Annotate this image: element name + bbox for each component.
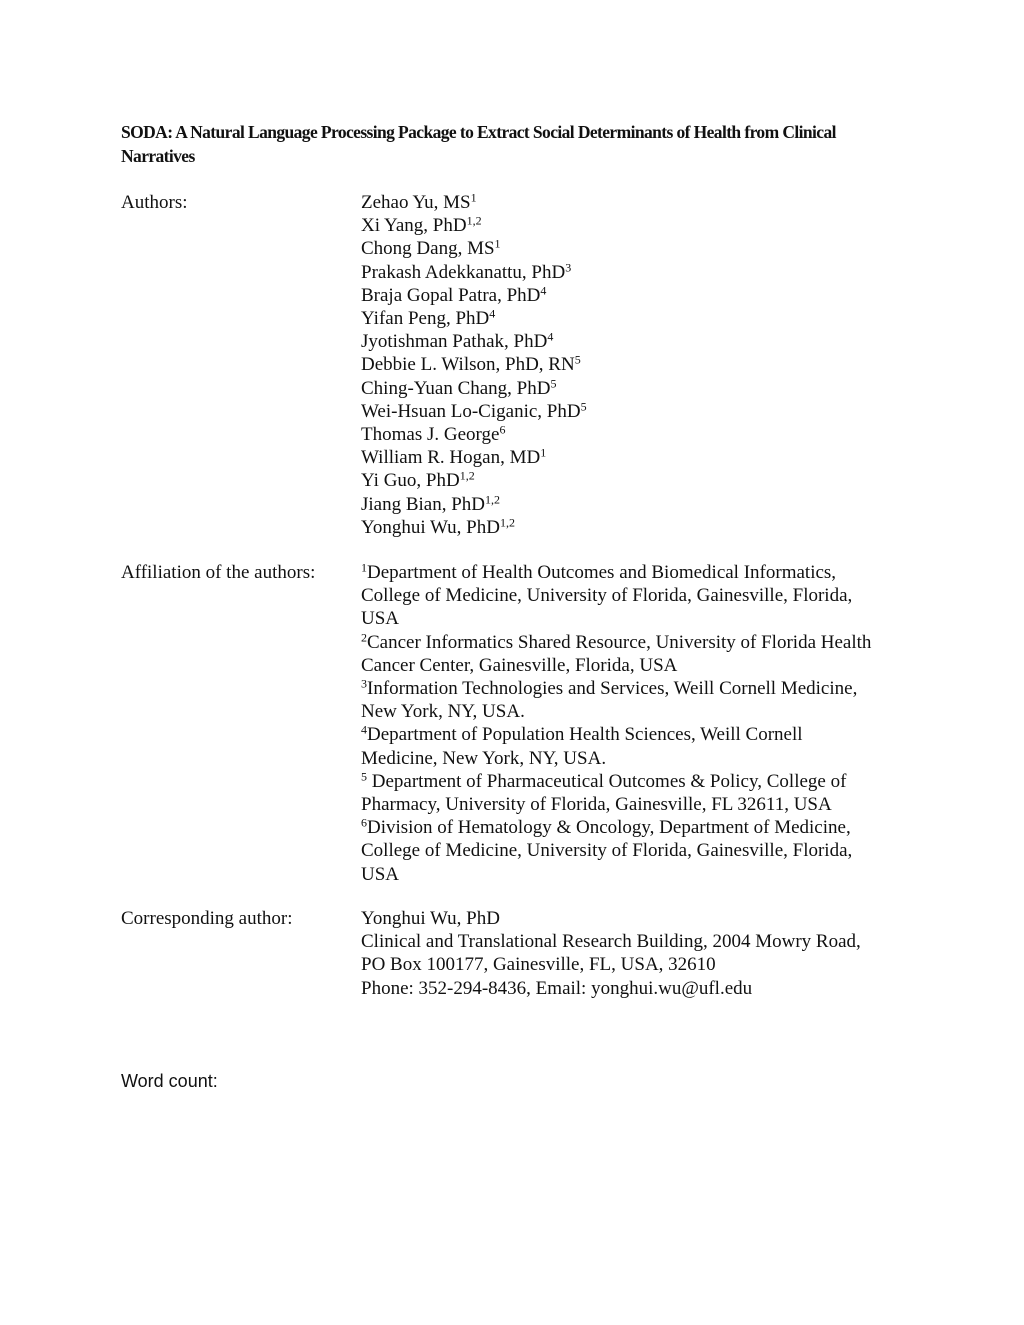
- affiliation-text: College of Medicine, University of Florida, Gainesville, Florida,: [361, 840, 853, 862]
- affiliation-text: Department of Pharmaceutical Outcomes & Policy, College of: [367, 770, 847, 792]
- author-name: Prakash Adekkanattu, PhD: [361, 261, 566, 283]
- affiliation-text: Department of Population Health Sciences, Weill Cornell: [367, 724, 803, 746]
- affiliation-line: [361, 793, 921, 816]
- affiliation-text: Cancer Center, Gainesville, Florida, USA: [361, 654, 678, 676]
- author-affiliation-sup: 4: [547, 329, 554, 344]
- author-entry: [361, 377, 921, 400]
- affiliation-line: [361, 816, 921, 839]
- author-affiliation-sup: 1: [470, 190, 477, 205]
- word-count-label: Word count:: [121, 1071, 218, 1091]
- paper-title: SODA: A Natural Language Processing Package to Extract Social Determinants of Health from Clinical Narratives: [121, 122, 836, 166]
- affiliation-line: [361, 677, 921, 700]
- author-entry: [361, 469, 921, 492]
- affiliation-sup: 1: [361, 560, 367, 575]
- affiliation-sup: 3: [361, 676, 367, 691]
- author-name: Yi Guo, PhD: [361, 470, 460, 492]
- author-entry: [361, 191, 921, 214]
- author-entry: [361, 446, 921, 469]
- author-entry: [361, 516, 921, 539]
- author-entry: [361, 423, 921, 446]
- author-affiliation-sup: 3: [565, 260, 572, 275]
- authors-label: Authors:: [121, 192, 188, 213]
- affiliation-line: [361, 747, 921, 770]
- author-name: Jyotishman Pathak, PhD: [361, 331, 548, 353]
- author-entry: [361, 237, 921, 260]
- author-entry: [361, 307, 921, 330]
- corresponding-label: Corresponding author:: [121, 908, 293, 929]
- author-name: Jiang Bian, PhD: [361, 493, 486, 515]
- affiliation-line: [361, 654, 921, 677]
- affiliation-sup: 4: [361, 722, 367, 737]
- affiliation-text: Medicine, New York, NY, USA.: [361, 747, 607, 769]
- corresponding-author-block: [361, 907, 921, 1000]
- author-affiliation-sup: 1,2: [485, 492, 501, 507]
- affiliation-line: [361, 700, 921, 723]
- corresponding-address-line-1: Clinical and Translational Research Building, 2004 Mowry Road,: [361, 931, 861, 953]
- author-name: Debbie L. Wilson, PhD, RN: [361, 354, 575, 376]
- affiliation-line: [361, 770, 921, 793]
- author-name: Xi Yang, PhD: [361, 215, 467, 237]
- affiliation-line: [361, 631, 921, 654]
- author-name: William R. Hogan, MD: [361, 447, 541, 469]
- author-entry: [361, 214, 921, 237]
- author-affiliation-sup: 5: [574, 352, 581, 367]
- author-affiliation-sup: 1: [540, 445, 547, 460]
- author-affiliation-sup: 5: [550, 376, 557, 391]
- affiliation-text: USA: [361, 863, 400, 885]
- corresponding-contact: Phone: 352-294-8436, Email: yonghui.wu@ufl.edu: [361, 977, 753, 999]
- author-entry: [361, 284, 921, 307]
- affiliation-line: [361, 723, 921, 746]
- author-affiliation-sup: 1,2: [499, 515, 515, 530]
- corresponding-name: Yonghui Wu, PhD: [361, 908, 500, 929]
- affiliation-text: Department of Health Outcomes and Biomedical Informatics,: [367, 562, 837, 583]
- affiliation-line: [361, 839, 921, 862]
- author-entry: [361, 353, 921, 376]
- affiliation-line: [361, 607, 921, 630]
- author-affiliation-sup: 5: [580, 399, 587, 414]
- affiliation-label: Affiliation of the authors:: [121, 562, 316, 583]
- affiliation-sup: 5: [361, 769, 367, 784]
- affiliation-line: [361, 584, 921, 607]
- affiliation-sup: 2: [361, 630, 367, 645]
- corresponding-address-line-2: PO Box 100177, Gainesville, FL, USA, 32610: [361, 954, 716, 976]
- author-affiliation-sup: 1,2: [459, 468, 475, 483]
- author-affiliation-sup: 6: [499, 422, 506, 437]
- author-affiliation-sup: 4: [540, 283, 547, 298]
- affiliation-text: College of Medicine, University of Florida, Gainesville, Florida,: [361, 585, 853, 607]
- author-name: Chong Dang, MS: [361, 238, 495, 260]
- affiliations-list: [361, 561, 921, 886]
- affiliation-text: USA: [361, 608, 400, 630]
- author-affiliation-sup: 4: [489, 306, 496, 321]
- author-affiliation-sup: 1,2: [466, 213, 482, 228]
- affiliation-sup: 6: [361, 815, 367, 830]
- author-entry: [361, 330, 921, 353]
- author-name: Yifan Peng, PhD: [361, 308, 490, 330]
- author-name: Yonghui Wu, PhD: [361, 516, 500, 538]
- author-entry: [361, 493, 921, 516]
- authors-list: [361, 191, 921, 539]
- affiliation-text: Division of Hematology & Oncology, Department of Medicine,: [367, 817, 851, 839]
- affiliation-text: Cancer Informatics Shared Resource, University of Florida Health: [367, 631, 872, 653]
- affiliation-text: Information Technologies and Services, Weill Cornell Medicine,: [367, 678, 858, 700]
- author-name: Braja Gopal Patra, PhD: [361, 284, 541, 306]
- affiliation-text: Pharmacy, University of Florida, Gainesville, FL 32611, USA: [361, 794, 832, 816]
- author-name: Thomas J. George: [361, 424, 500, 446]
- affiliation-text: New York, NY, USA.: [361, 701, 525, 723]
- author-name: Ching-Yuan Chang, PhD: [361, 377, 551, 399]
- author-entry: [361, 400, 921, 423]
- affiliation-line: [361, 561, 921, 584]
- author-entry: [361, 261, 921, 284]
- affiliation-line: [361, 863, 921, 886]
- author-name: Zehao Yu, MS: [361, 192, 471, 213]
- author-affiliation-sup: 1: [494, 236, 501, 251]
- author-name: Wei-Hsuan Lo-Ciganic, PhD: [361, 400, 581, 422]
